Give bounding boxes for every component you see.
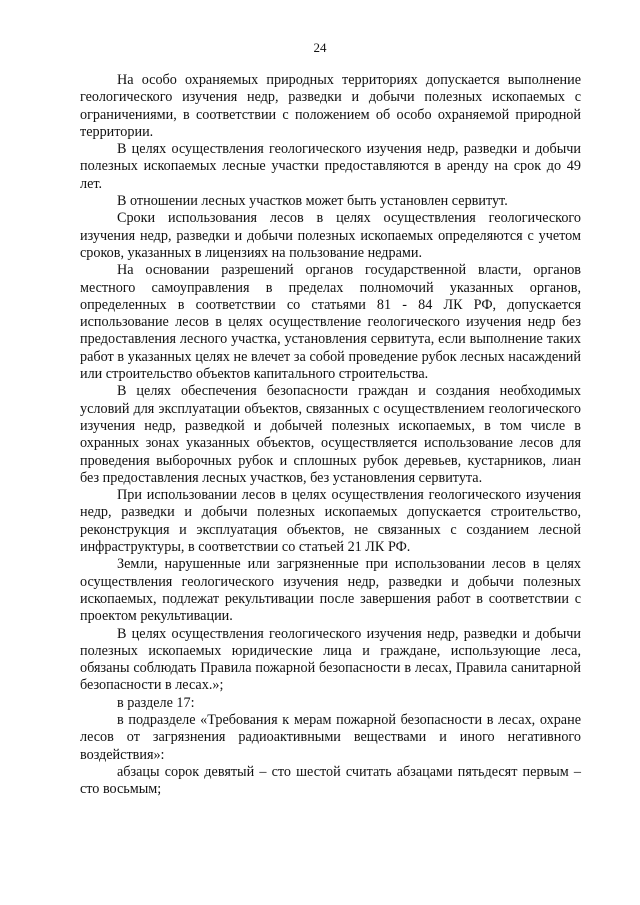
paragraph-lease-term: В целях осуществления геологического изучения недр, разведки и добычи полезных ископаемых лесные участки предоставляются в аренду на срок до 49 лет. — [80, 141, 581, 192]
paragraph-reclamation: Земли, нарушенные или загрязненные при использовании лесов в целях осуществления геологического изучения недр, разведки и добычи полезных ископаемых, подлежат рекультивации после завершения работ в соответствии с проектом рекультивации. — [80, 556, 581, 625]
paragraph-fire-safety: В целях осуществления геологического изучения недр, разведки и добычи полезных ископаемых юридические лица и граждане, использующие леса, обязаны соблюдать Правила пожарной безопасности в лесах, Правила санитарной безопасности в лесах.»; — [80, 625, 581, 694]
paragraph-renumbering: абзацы сорок девятый – сто шестой считать абзацами пятьдесят первым – сто восьмым; — [80, 763, 581, 798]
paragraph-permits: На основании разрешений органов государственной власти, органов местного самоуправления в пределах полномочий указанных органов, определенных в соответствии со статьями 81 - 84 ЛК РФ, допускается использование лесов в целях осуществление геологического изучения недр без предоставления лесного участка, установления сервитута, если выполнение таких работ в указанных целях не влечет за собой проведение рубок лесных насаждений или строительство объектов капитального строительства. — [80, 262, 581, 383]
paragraph-subsection: в подразделе «Требования к мерам пожарной безопасности в лесах, охране лесов от загрязнения радиоактивными веществами и иного негативного воздействия»: — [80, 711, 581, 763]
paragraph-construction: При использовании лесов в целях осуществления геологического изучения недр, разведки и добычи полезных ископаемых допускается строительство, реконструкция и эксплуатация объектов, не связанных с созданием лесной инфраструктуры, в соответствии со статьей 21 ЛК РФ. — [80, 487, 581, 556]
page-number: 24 — [313, 40, 327, 55]
paragraph-servitude: В отношении лесных участков может быть установлен сервитут. — [117, 193, 508, 210]
document-body — [80, 72, 581, 798]
paragraph-protected-territories: На особо охраняемых природных территориях допускается выполнение геологического изучения недр, разведки и добычи полезных ископаемых с ограничениями, в соответствии с положением об особо охраняемой природной территории. — [80, 72, 581, 140]
paragraph-safety: В целях обеспечения безопасности граждан и создания необходимых условий для эксплуатации объектов, связанных с осуществлением геологического изучения недр, разведкой и добычей полезных ископаемых, в том числе в охранных зонах указанных объектов, осуществляется использование лесов для проведения выборочных рубок и сплошных рубок деревьев, кустарников, лиан без предоставления лесных участков, без установления сервитута. — [80, 383, 581, 486]
paragraph-section-17: в разделе 17: — [117, 694, 195, 711]
paragraph-usage-terms: Сроки использования лесов в целях осуществления геологического изучения недр, разведки и добычи полезных ископаемых определяются с учетом сроков, указанных в лицензиях на пользование недрами. — [80, 210, 581, 261]
